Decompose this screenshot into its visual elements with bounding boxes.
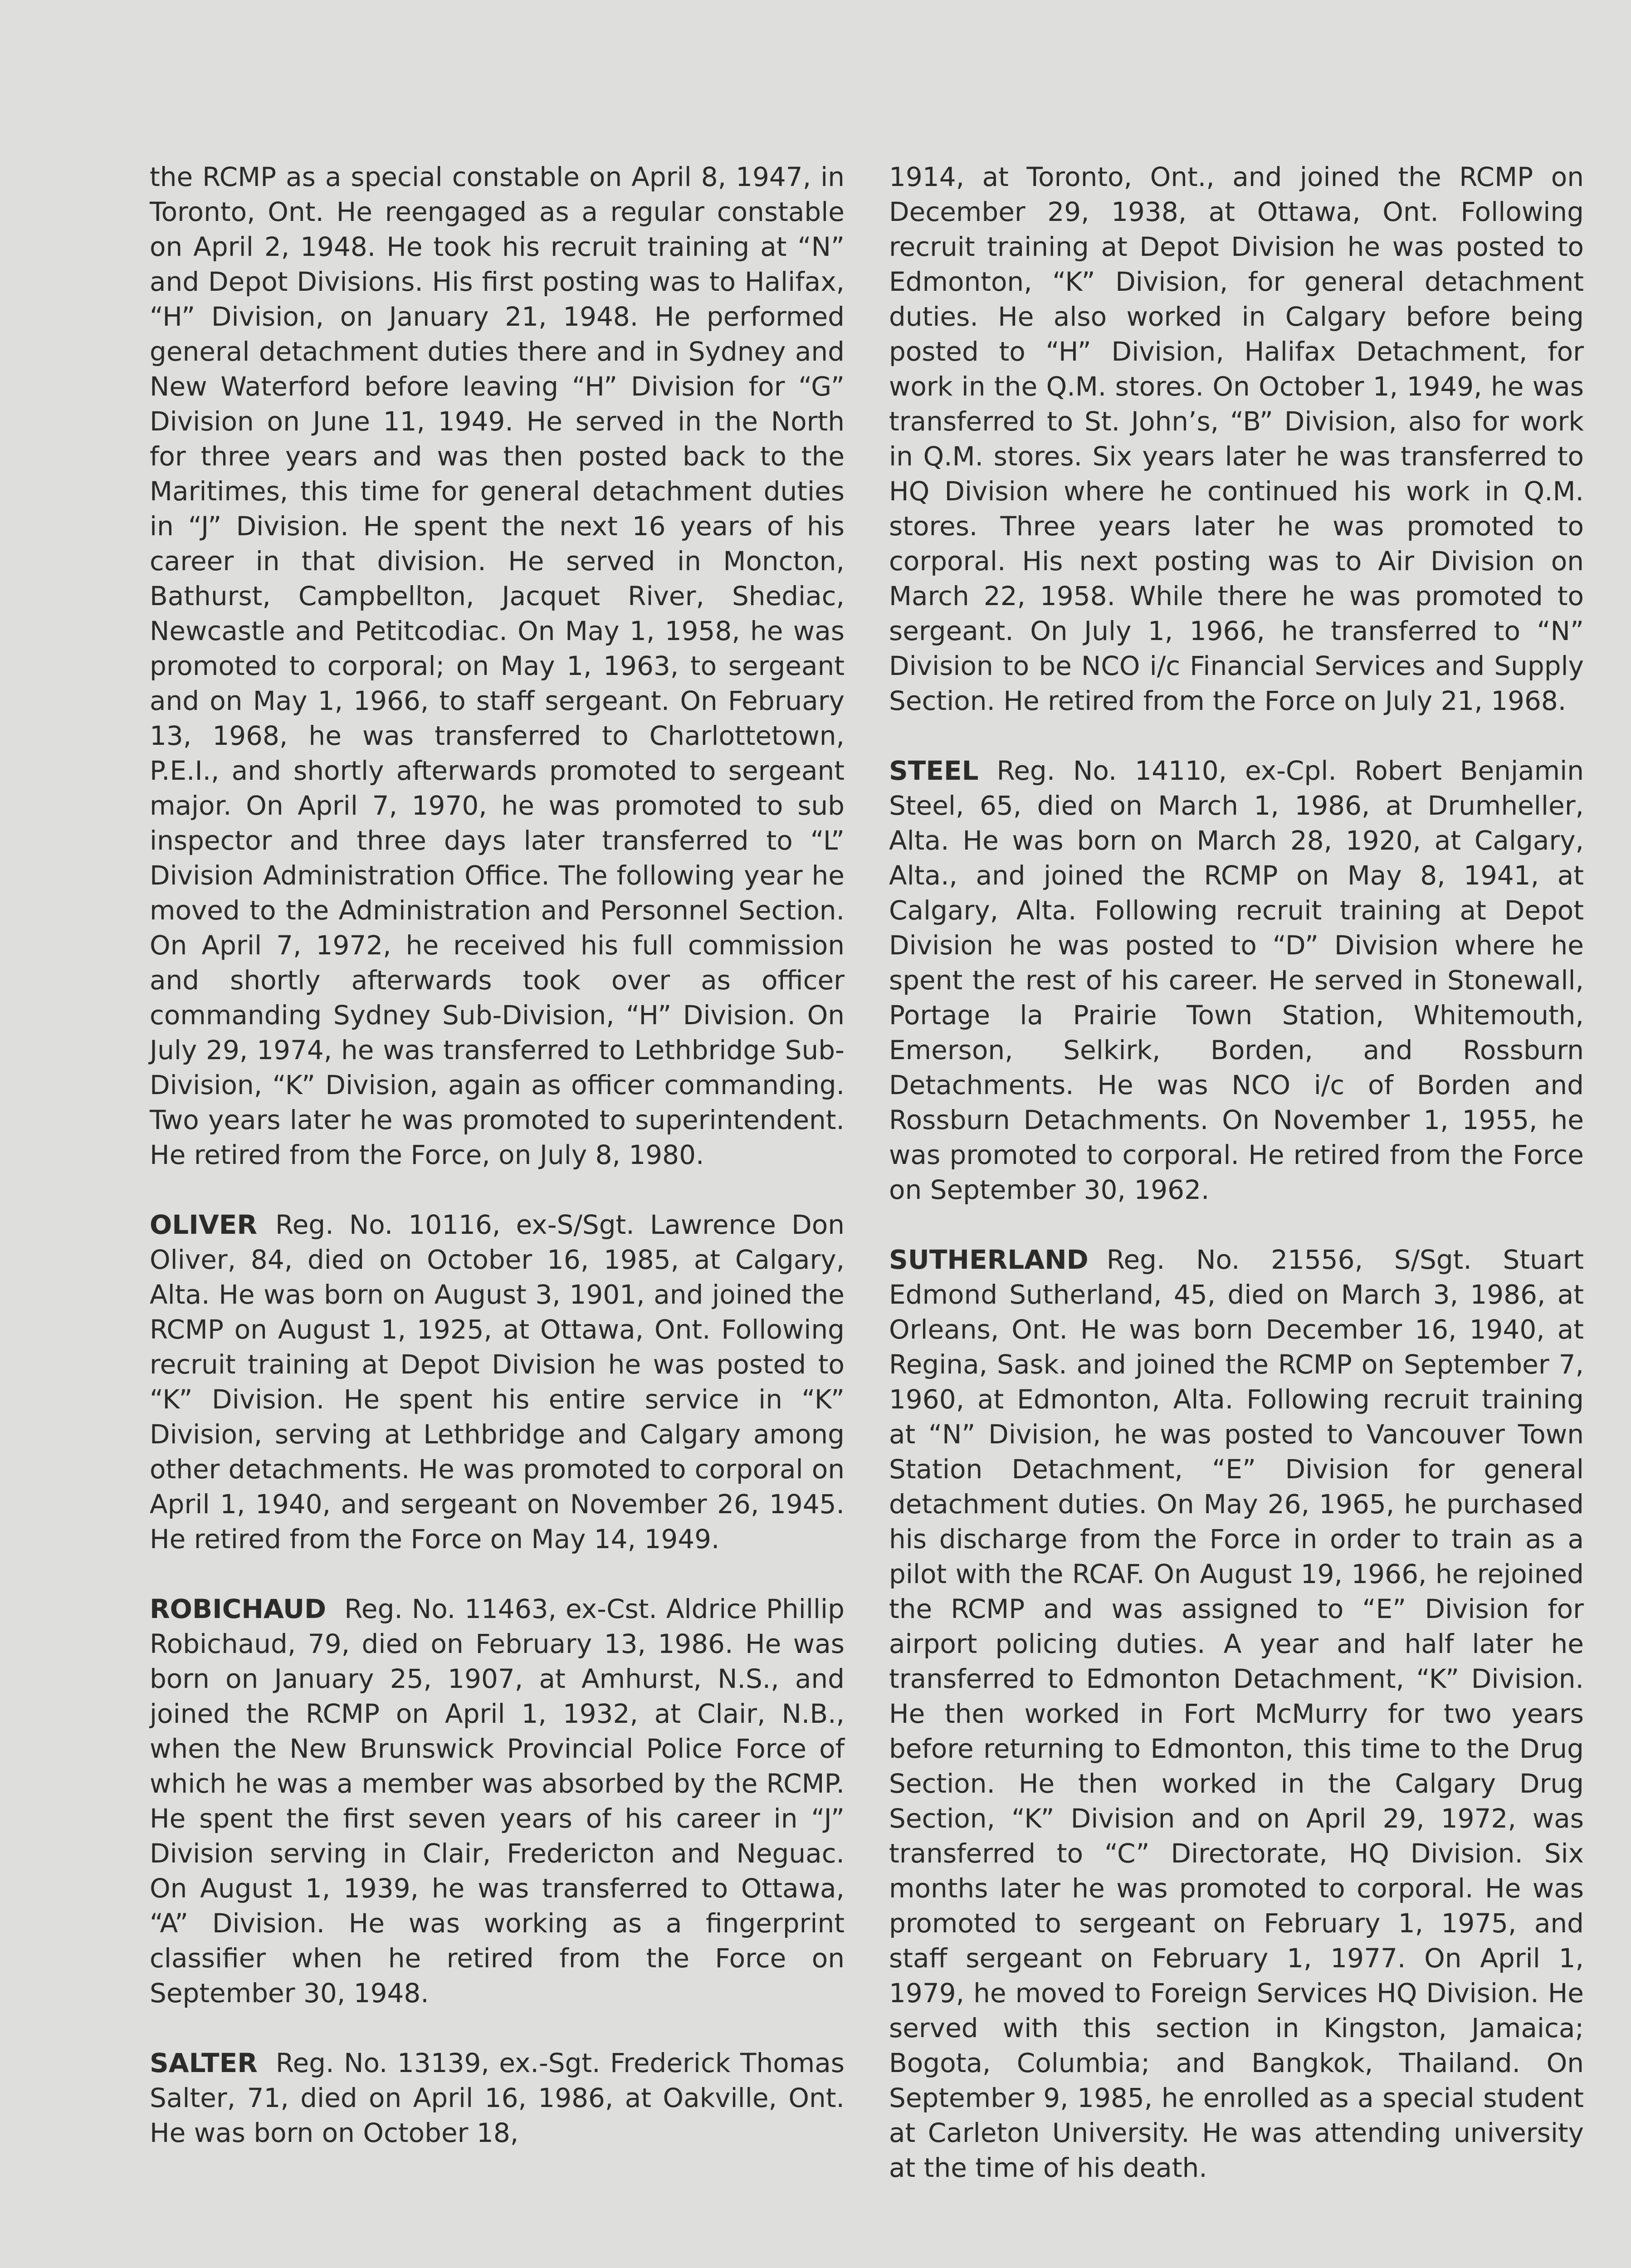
left-column	[150, 160, 845, 2151]
obituary-surname: STEEL	[889, 755, 979, 786]
obituary-continuation	[150, 160, 845, 1173]
obituary-robichaud	[150, 1592, 845, 2011]
obituary-surname: OLIVER	[150, 1209, 258, 1240]
obituary-text: Reg. No. 21556, S/Sgt. Stuart Edmond Sutherland, 45, died on March 3, 1986, at Orleans, Ont. He was born December 16, 1940, at Regina, Sask. and joined the RCMP on September 7, 1960, at Edmonton, Alta. Following recruit training at “N” Division, he was posted to Vancouver Town Station Detachment, “E” Division for general detachment duties. On May 26, 1965, he purchased his discharge from the Force in order to train as a pilot with the RCAF. On August 19, 1966, he rejoined the RCMP and was assigned to “E” Division for airport policing duties. A year and half later he transferred to Edmonton Detachment, “K” Division. He then worked in Fort McMurry for two years before returning to Edmonton, this time to the Drug Section. He then worked in the Calgary Drug Section, “K” Division and on April 29, 1972, was transferred to “C” Directorate, HQ Division. Six months later he was promoted to corporal. He was promoted to sergeant on February 1, 1975, and staff sergeant on February 1, 1977. On April 1, 1979, he moved to Foreign Services HQ Division. He served with this section in Kingston, Jamaica; Bogota, Columbia; and Bangkok, Thailand. On September 9, 1985, he enrolled as a special student at Carleton University. He was attending university at the time of his death.	[889, 1244, 1584, 2183]
obituary-text: Reg. No. 14110, ex-Cpl. Robert Benjamin Steel, 65, died on March 1, 1986, at Drumheller, Alta. He was born on March 28, 1920, at Calgary, Alta., and joined the RCMP on May 8, 1941, at Calgary, Alta. Following recruit training at Depot Division he was posted to “D” Division where he spent the rest of his career. He served in Stonewall, Portage la Prairie Town Station, Whitemouth, Emerson, Selkirk, Borden, and Rossburn Detachments. He was NCO i/c of Borden and Rossburn Detachments. On November 1, 1955, he was promoted to corporal. He retired from the Force on September 30, 1962.	[889, 755, 1584, 1205]
obituary-salter	[150, 2046, 845, 2151]
obituary-salter-continuation	[889, 160, 1584, 719]
obituary-text: Reg. No. 10116, ex-S/Sgt. Lawrence Don Oliver, 84, died on October 16, 1985, at Calgary, Alta. He was born on August 3, 1901, and joined the RCMP on August 1, 1925, at Ottawa, Ont. Following recruit training at Depot Division he was posted to “K” Division. He spent his entire service in “K” Division, serving at Lethbridge and Calgary among other detachments. He was promoted to corporal on April 1, 1940, and sergeant on November 26, 1945. He retired from the Force on May 14, 1949.	[150, 1209, 845, 1554]
obituary-oliver	[150, 1207, 845, 1557]
obituary-steel	[889, 753, 1584, 1207]
obituary-sutherland	[889, 1242, 1584, 2185]
obituary-surname: SUTHERLAND	[889, 1244, 1089, 1275]
obituary-text: the RCMP as a special constable on April 8, 1947, in Toronto, Ont. He reengaged as a regular constable on April 2, 1948. He took his recruit training at “N” and Depot Divisions. His first posting was to Halifax, “H” Division, on January 21, 1948. He performed general detachment duties there and in Sydney and New Waterford before leaving “H” Division for “G” Division on June 11, 1949. He served in the North for three years and was then posted back to the Maritimes, this time for general detachment duties in “J” Division. He spent the next 16 years of his career in that division. He served in Moncton, Bathurst, Campbellton, Jacquet River, Shediac, Newcastle and Petitcodiac. On May 1, 1958, he was promoted to corporal; on May 1, 1963, to sergeant and on May 1, 1966, to staff sergeant. On February 13, 1968, he was transferred to Charlottetown, P.E.I., and shortly afterwards promoted to sergeant major. On April 7, 1970, he was promoted to sub inspector and three days later transferred to “L” Division Administration Office. The following year he moved to the Administration and Personnel Section. On April 7, 1972, he received his full commission and shortly afterwards took over as officer commanding Sydney Sub-Division, “H” Division. On July 29, 1974, he was transferred to Lethbridge Sub-Division, “K” Division, again as officer commanding. Two years later he was promoted to superintendent. He retired from the Force, on July 8, 1980.	[150, 161, 845, 1170]
obituary-surname: ROBICHAUD	[150, 1593, 327, 1624]
obituary-text: Reg. No. 13139, ex.-Sgt. Frederick Thomas Salter, 71, died on April 16, 1986, at Oakville, Ont. He was born on October 18,	[150, 2048, 845, 2148]
obituary-surname: SALTER	[150, 2048, 258, 2078]
obituary-text: Reg. No. 11463, ex-Cst. Aldrice Phillip Robichaud, 79, died on February 13, 1986. He was born on January 25, 1907, at Amhurst, N.S., and joined the RCMP on April 1, 1932, at Clair, N.B., when the New Brunswick Provincial Police Force of which he was a member was absorbed by the RCMP. He spent the first seven years of his career in “J” Division serving in Clair, Fredericton and Neguac. On August 1, 1939, he was transferred to Ottawa, “A” Division. He was working as a fingerprint classifier when he retired from the Force on September 30, 1948.	[150, 1593, 845, 2009]
right-column	[889, 160, 1584, 2185]
obituary-text: 1914, at Toronto, Ont., and joined the RCMP on December 29, 1938, at Ottawa, Ont. Following recruit training at Depot Division he was posted to Edmonton, “K” Division, for general detachment duties. He also worked in Calgary before being posted to “H” Division, Halifax Detachment, for work in the Q.M. stores. On October 1, 1949, he was transferred to St. John’s, “B” Division, also for work in Q.M. stores. Six years later he was transferred to HQ Division where he continued his work in Q.M. stores. Three years later he was promoted to corporal. His next posting was to Air Division on March 22, 1958. While there he was promoted to sergeant. On July 1, 1966, he transferred to “N” Division to be NCO i/c Financial Services and Supply Section. He retired from the Force on July 21, 1968.	[889, 161, 1584, 716]
